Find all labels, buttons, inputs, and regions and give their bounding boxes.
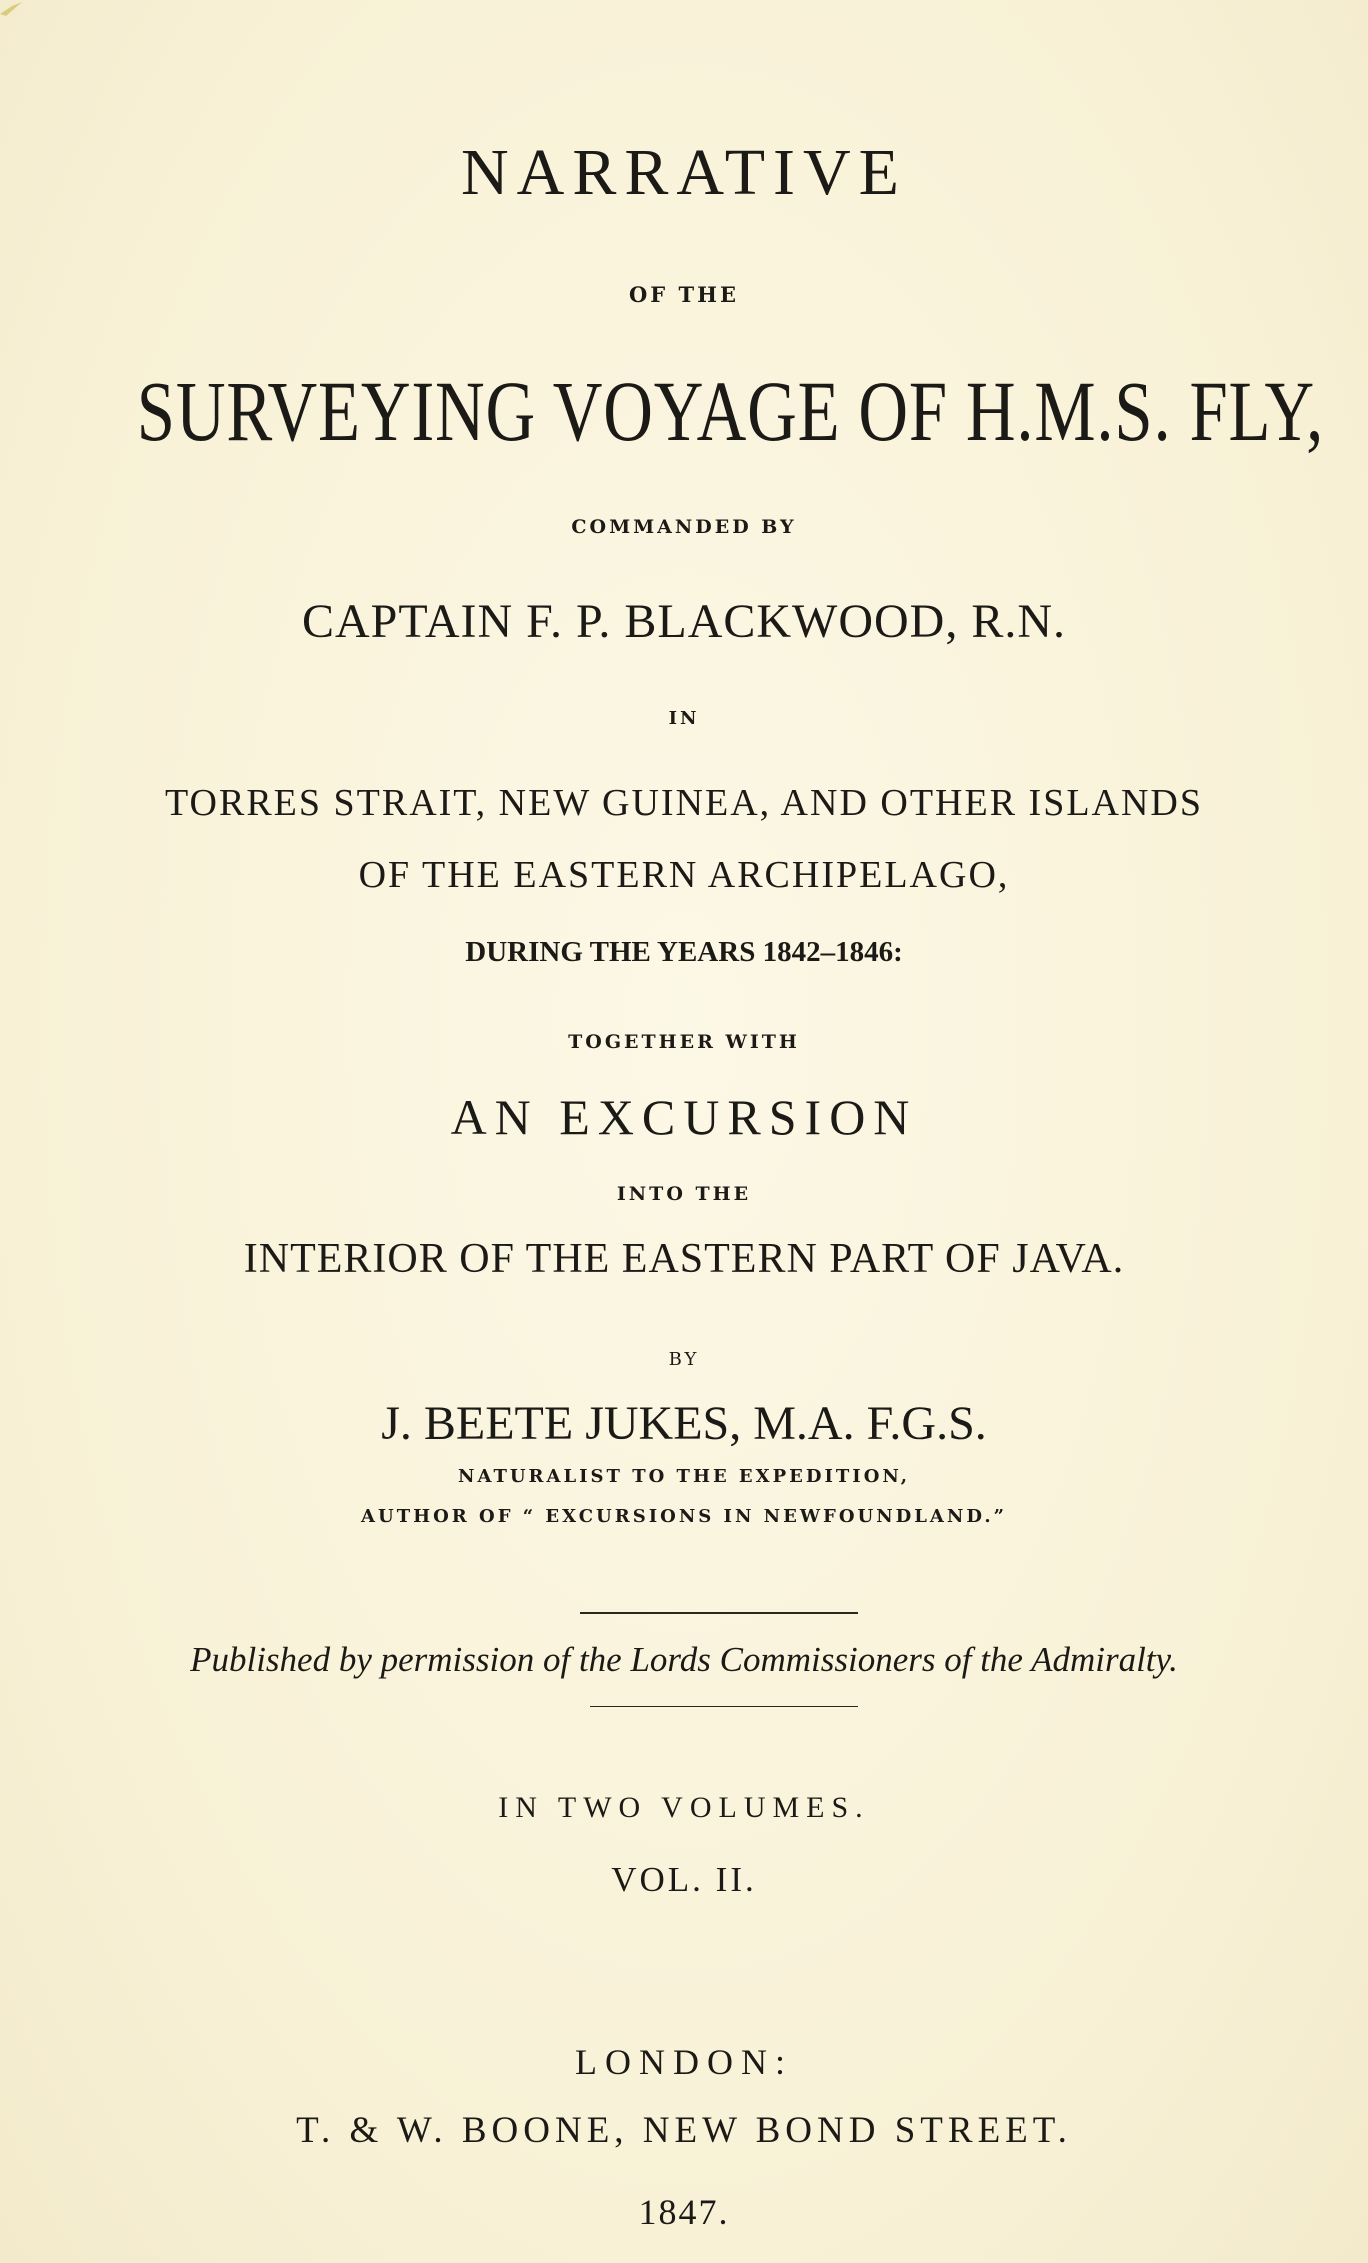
of-the-label: OF THE (629, 282, 739, 307)
together-with-label: TOGETHER WITH (568, 1031, 800, 1053)
in-label: IN (668, 708, 700, 729)
divider-upper (580, 1612, 858, 1614)
years-line: DURING THE YEARS 1842–1846: (465, 936, 903, 968)
commanded-by-label: COMMANDED BY (571, 516, 797, 538)
divider-lower (590, 1706, 858, 1707)
by-label: BY (668, 1349, 700, 1370)
interior-line: INTERIOR OF THE EASTERN PART OF JAVA. (243, 1236, 1125, 1282)
publisher-name: T. & W. BOONE, NEW BOND STREET. (296, 2110, 1072, 2151)
publication-year: 1847. (638, 2192, 730, 2232)
volumes-line: IN TWO VOLUMES. (498, 1791, 870, 1824)
captain-name: CAPTAIN F. P. BLACKWOOD, R.N. (301, 595, 1067, 648)
author-role-author: AUTHOR OF “ EXCURSIONS IN NEWFOUNDLAND.” (361, 1506, 1007, 1527)
location-line-2: OF THE EASTERN ARCHIPELAGO, (358, 854, 1010, 896)
book-title: NARRATIVE (461, 136, 907, 209)
author-name: J. BEETE JUKES, M.A. F.G.S. (381, 1397, 987, 1450)
publisher-city: LONDON: (575, 2042, 793, 2082)
corner-ink-mark (0, 0, 30, 20)
book-subtitle: SURVEYING VOYAGE OF H.M.S. FLY, (136, 363, 1325, 459)
location-line-1: TORRES STRAIT, NEW GUINEA, AND OTHER ISLANDS (165, 782, 1203, 824)
into-the-label: INTO THE (616, 1183, 752, 1205)
excursion-title: AN EXCURSION (450, 1089, 918, 1145)
author-role-naturalist: NATURALIST TO THE EXPEDITION, (458, 1466, 910, 1487)
volume-number: VOL. II. (611, 1860, 757, 1899)
publication-note: Published by permission of the Lords Commissioners of the Admiralty. (190, 1640, 1178, 1679)
